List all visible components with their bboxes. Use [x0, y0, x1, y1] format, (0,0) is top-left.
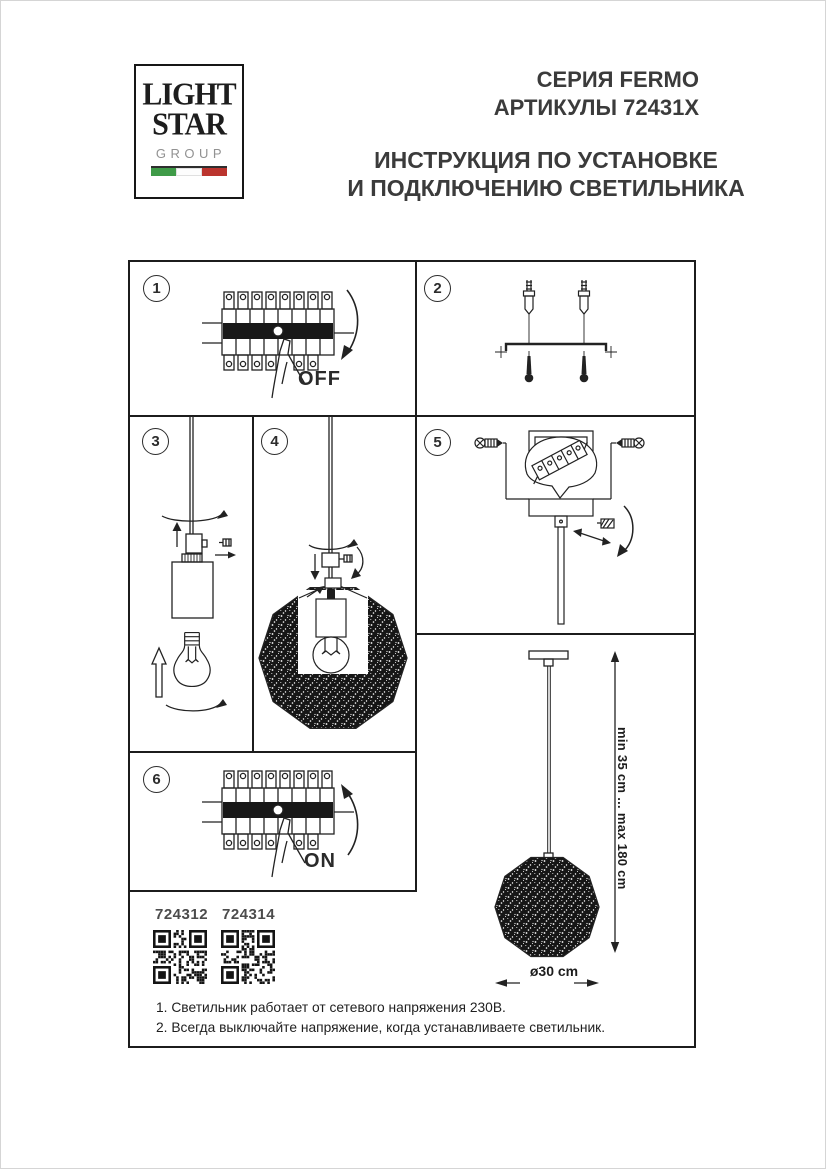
canopy-icon: [529, 499, 593, 516]
canopy-nub: [544, 659, 553, 666]
cord-line: [329, 416, 332, 553]
lamp-socket-icon: [172, 554, 213, 618]
note-2: 2. Всегда выключайте напряжение, когда устанавливаете светильник.: [156, 1020, 606, 1035]
arrow-down-icon: [341, 290, 358, 360]
hollow-up-arrow-icon: [152, 648, 166, 697]
height-dimension-label: min 35 cm ... max 180 cm: [615, 727, 630, 890]
italian-flag-icon: [151, 166, 227, 178]
logo-light: LIGHT: [142, 77, 236, 112]
rotate-arrow-icon: [162, 510, 228, 521]
diameter-dimension-label: ø30 cm: [529, 963, 579, 979]
rotate-arrow-icon: [166, 699, 227, 711]
screw-icon: [611, 438, 644, 448]
logo-group: GROUP: [155, 146, 227, 161]
magnifier-balloon: [525, 437, 596, 498]
cord-grip-icon: [186, 534, 207, 553]
down-arrow-icon: [311, 554, 320, 580]
note-1: 1. Светильник работает от сетевого напряжения 230В.: [156, 1000, 506, 1015]
step3-number: 3: [142, 428, 169, 455]
double-arrow-icon: [573, 529, 611, 546]
step5-illustration: [417, 416, 696, 634]
on-label: ON: [304, 850, 336, 872]
instruction-title-line1: ИНСТРУКЦИЯ ПО УСТАНОВКЕ: [374, 147, 718, 173]
shade-icon: [495, 858, 599, 957]
rotate-arrow-icon: [351, 547, 363, 579]
article-code-2: 724314: [222, 906, 276, 923]
page-title-series: СЕРИЯ FERMO: [536, 67, 699, 92]
step4-illustration: [253, 416, 417, 752]
lightstar-logo: [134, 64, 244, 199]
qr-code-1: [153, 930, 207, 984]
grub-screw-icon: [215, 539, 236, 559]
cord-connector-icon: [322, 553, 339, 567]
up-arrow-icon: [173, 522, 182, 547]
rotate-arrow-icon: [617, 506, 633, 557]
rotate-arrow-icon: [309, 539, 358, 549]
step1-number: 1: [143, 275, 170, 302]
wall-anchor-icon: [524, 280, 535, 343]
wall-anchor-icon: [579, 280, 590, 343]
bulb-icon: [313, 637, 349, 673]
step2-number: 2: [424, 275, 451, 302]
diameter-dimension-arrow: [495, 979, 599, 987]
rod-line: [548, 666, 551, 853]
bulb-icon: [174, 633, 210, 687]
screw-icon: [580, 351, 589, 382]
qr-code-2: [221, 930, 275, 984]
off-label: OFF: [298, 368, 341, 390]
grub-screw-icon: [339, 555, 352, 562]
step2-illustration: [417, 260, 696, 416]
instruction-title-line2: И ПОДКЛЮЧЕНИЮ СВЕТИЛЬНИКА: [347, 175, 745, 201]
step6-illustration: [128, 752, 417, 891]
ceiling-plate-icon: [529, 651, 568, 659]
screw-icon: [525, 351, 534, 382]
arrow-up-icon: [341, 784, 358, 855]
socket-cap: [327, 590, 335, 599]
step3-illustration: [128, 416, 253, 752]
page-title-articles: АРТИКУЛЫ 72431X: [493, 95, 699, 120]
shade-top-hole: [325, 578, 341, 588]
grub-screw-icon: [597, 519, 614, 528]
step6-number: 6: [143, 766, 170, 793]
stem-icon: [555, 516, 567, 624]
step1-illustration: [128, 260, 417, 416]
step5-number: 5: [424, 429, 451, 456]
logo-star: STAR: [152, 107, 226, 142]
cord-line: [190, 416, 193, 534]
pendant-overview-illustration: [417, 634, 696, 1048]
step4-number: 4: [261, 428, 288, 455]
lamp-socket-icon: [316, 599, 346, 637]
article-code-1: 724312: [155, 906, 209, 923]
screw-icon: [475, 438, 506, 448]
mounting-bar-icon: [495, 344, 617, 358]
